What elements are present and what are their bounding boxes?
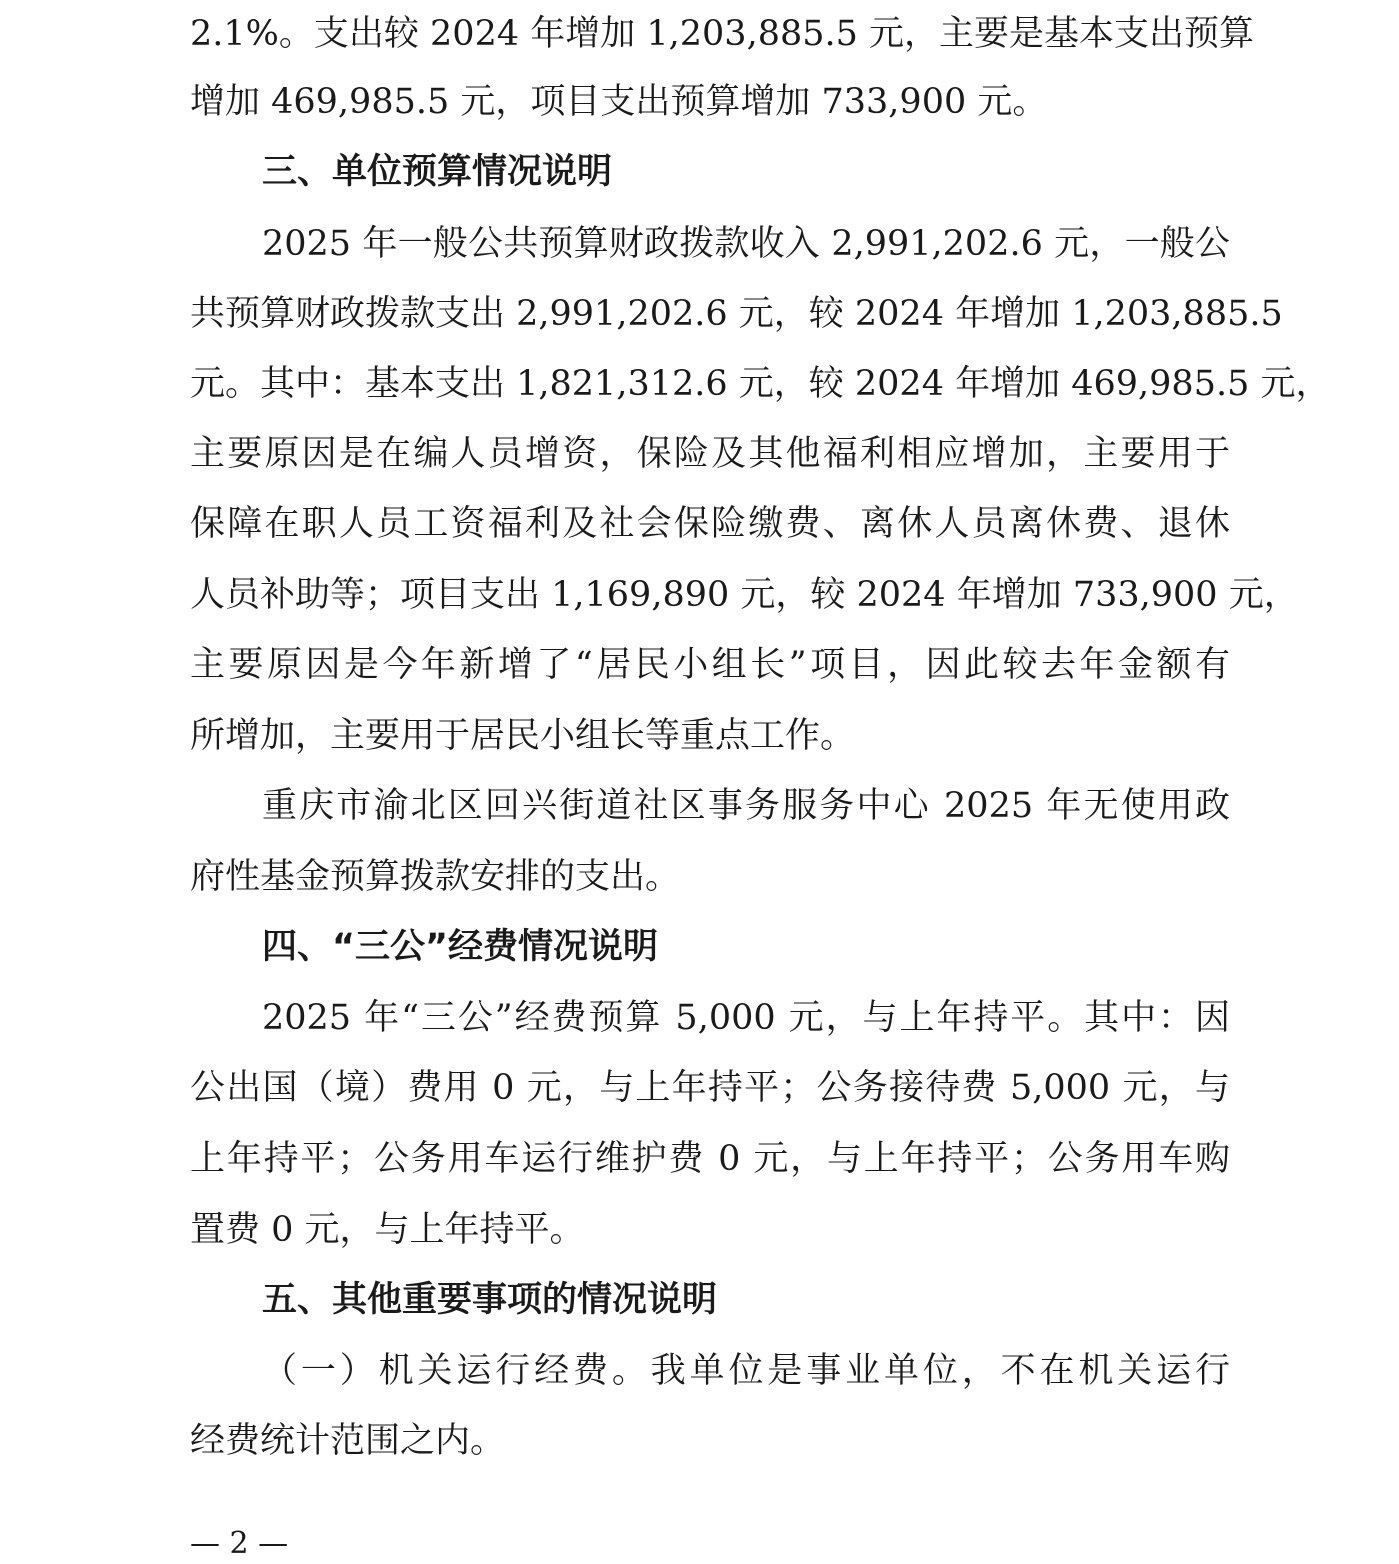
body-line: 2025 年一般公共预算财政拨款收入 2,991,202.6 元，一般公 (262, 224, 1230, 264)
body-line: 人员补助等；项目支出 1,169,890 元，较 2024 年增加 733,900 元， (190, 575, 1299, 615)
section-heading-5: 五、其他重要事项的情况说明 (262, 1280, 718, 1320)
body-line: 元。其中：基本支出 1,821,312.6 元，较 2024 年增加 469,985.5 元， (190, 364, 1331, 404)
body-line: （一）机关运行经费。我单位是事业单位，不在机关运行 (262, 1351, 1230, 1391)
page-number: — 2 — (190, 1526, 289, 1561)
body-line: 增加 469,985.5 元，项目支出预算增加 733,900 元。 (190, 82, 1048, 122)
body-line: 府性基金预算拨款安排的支出。 (190, 857, 681, 897)
section-heading-3: 三、单位预算情况说明 (262, 152, 613, 192)
body-line: 重庆市渝北区回兴街道社区事务服务中心 2025 年无使用政 (262, 786, 1230, 826)
body-line: 置费 0 元，与上年持平。 (190, 1210, 585, 1250)
body-line: 2025 年“三公”经费预算 5,000 元，与上年持平。其中：因 (262, 998, 1230, 1038)
body-line: 共预算财政拨款支出 2,991,202.6 元，较 2024 年增加 1,203,885.5 (190, 294, 1283, 334)
body-line: 所增加，主要用于居民小组长等重点工作。 (190, 716, 856, 756)
body-line: 经费统计范围之内。 (190, 1421, 506, 1461)
body-line: 公出国（境）费用 0 元，与上年持平；公务接待费 5,000 元，与 (190, 1068, 1230, 1108)
section-heading-4: 四、“三公”经费情况说明 (262, 927, 659, 967)
body-line: 上年持平；公务用车运行维护费 0 元，与上年持平；公务用车购 (190, 1139, 1230, 1179)
body-line: 主要原因是在编人员增资，保险及其他福利相应增加，主要用于 (190, 434, 1230, 474)
body-line: 2.1%。支出较 2024 年增加 1,203,885.5 元，主要是基本支出预算 (190, 14, 1255, 54)
body-line: 保障在职人员工资福利及社会保险缴费、离休人员离休费、退休 (190, 504, 1230, 544)
body-line: 主要原因是今年新增了“居民小组长”项目，因此较去年金额有 (190, 645, 1230, 685)
